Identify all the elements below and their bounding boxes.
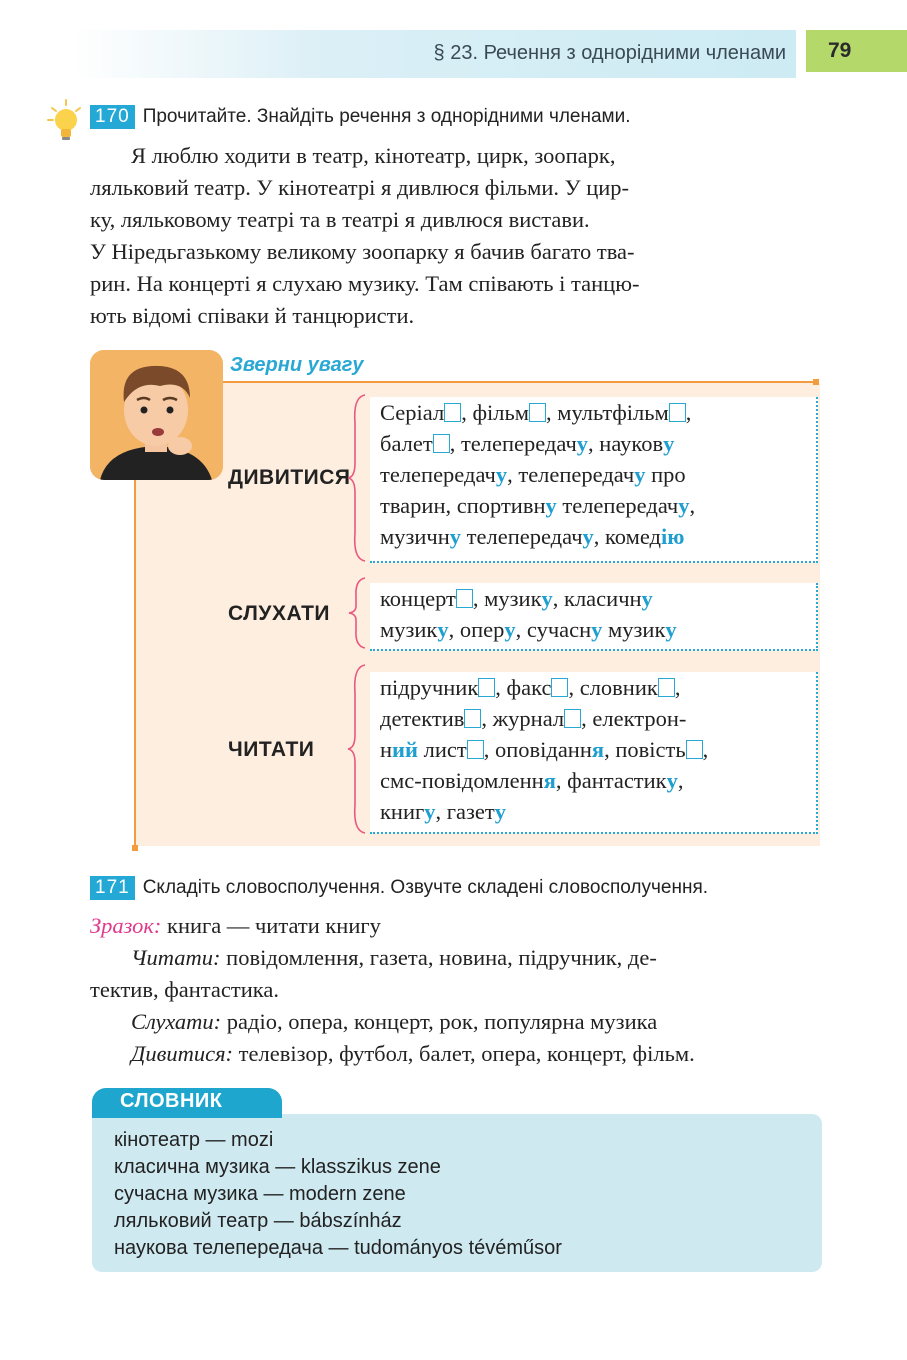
attention-border-top <box>222 381 818 383</box>
dictionary-title: СЛОВНИК <box>120 1090 223 1112</box>
dictionary-item: класична музика — klasszikus zene <box>114 1156 441 1178</box>
page-number-badge <box>806 30 907 72</box>
dictionary-tab <box>92 1088 282 1118</box>
ending-square <box>529 403 546 422</box>
exercise-170-text: Я люблю ходити в театр, кінотеатр, цирк, зоопарк, ляльковий театр. У кінотеатрі я дивлюся фільми. У цир- ку, ляльковому театрі та в театрі я дивлюся вистави. У Нiредьгазькому великому зоопарку я бачив багато тва- рин. На концерті я слухаю музику. Там співають і танцю- ють відомі співаки й танцюристи. <box>90 143 640 328</box>
ending-square <box>658 678 675 697</box>
watch-line: Дивитися: телевізор, футбол, балет, опера, концерт, фільм. <box>131 1041 695 1066</box>
dictionary-item: ляльковий театр — bábszínház <box>114 1210 402 1232</box>
ending-square <box>467 740 484 759</box>
words-box-listen: концерт , музику, класичну музику, оперу, сучасну музику <box>370 583 818 651</box>
listen-line: Слухати: радіо, опера, концерт, рок, популярна музика <box>131 1009 658 1034</box>
section-title: § 23. Речення з однорідними членами <box>433 42 786 64</box>
exercise-170-instruction: 170 Прочитайте. Знайдіть речення з однорідними членами. <box>90 105 631 131</box>
verb-label-watch: ДИВИТИСЯ <box>228 466 351 489</box>
dictionary-item: наукова телепередача — tudományos tévéműsor <box>114 1237 562 1259</box>
ending-square <box>564 709 581 728</box>
boy-avatar <box>90 350 223 480</box>
verb-label-listen: СЛУХАТИ <box>228 602 330 625</box>
brace-listen <box>347 576 369 650</box>
ending-square <box>444 403 461 422</box>
ending-square <box>551 678 568 697</box>
dictionary-item: кінотеатр — mozi <box>114 1129 274 1151</box>
lightbulb-icon <box>46 98 90 144</box>
dictionary-item: сучасна музика — modern zene <box>114 1183 406 1205</box>
ending-square <box>478 678 495 697</box>
exercise-number: 170 <box>90 105 135 129</box>
read-line: Читати: повідомлення, газета, новина, підручник, де- <box>131 945 657 970</box>
brace-read <box>347 663 369 835</box>
corner-dot <box>813 379 819 385</box>
page-number: 79 <box>828 39 852 62</box>
verb-label-read: ЧИТАТИ <box>228 738 315 761</box>
attention-title: Зверни увагу <box>230 354 364 376</box>
exercise-171-instruction: 171 Складіть словосполучення. Озвучте складені словосполучення. <box>90 876 708 902</box>
ending-square <box>686 740 703 759</box>
sample-line: Зразок: книга — читати книгу <box>90 913 381 938</box>
ending-square <box>669 403 686 422</box>
ending-square <box>433 434 450 453</box>
exercise-171-text: Зразок: книга — читати книгу Читати: повідомлення, газета, новина, підручник, де- тектив, фантастика. Слухати: радіо, опера, концерт, рок, популярна музика Дивитися: телевізор, футбол, балет, опера, концерт, фільм. <box>90 910 822 1070</box>
dictionary-list <box>114 1127 562 1262</box>
header-bar <box>72 30 796 78</box>
corner-dot <box>132 845 138 851</box>
words-box-read: підручник , факс , словник , детектив , журнал , електрон- ний лист , оповідання, повість , смс-повідомлення, фантастику, книгу, газету <box>370 672 818 834</box>
ending-square <box>456 589 473 608</box>
words-box-watch: Серіал , фільм , мультфільм , балет , телепередачу, наукову телепередачу, телепередачу про тварин, спортивну телепередачу, музичну телепередачу, комедію <box>370 397 818 563</box>
exercise-number: 171 <box>90 876 135 900</box>
brace-watch <box>347 393 369 563</box>
ending-square <box>464 709 481 728</box>
